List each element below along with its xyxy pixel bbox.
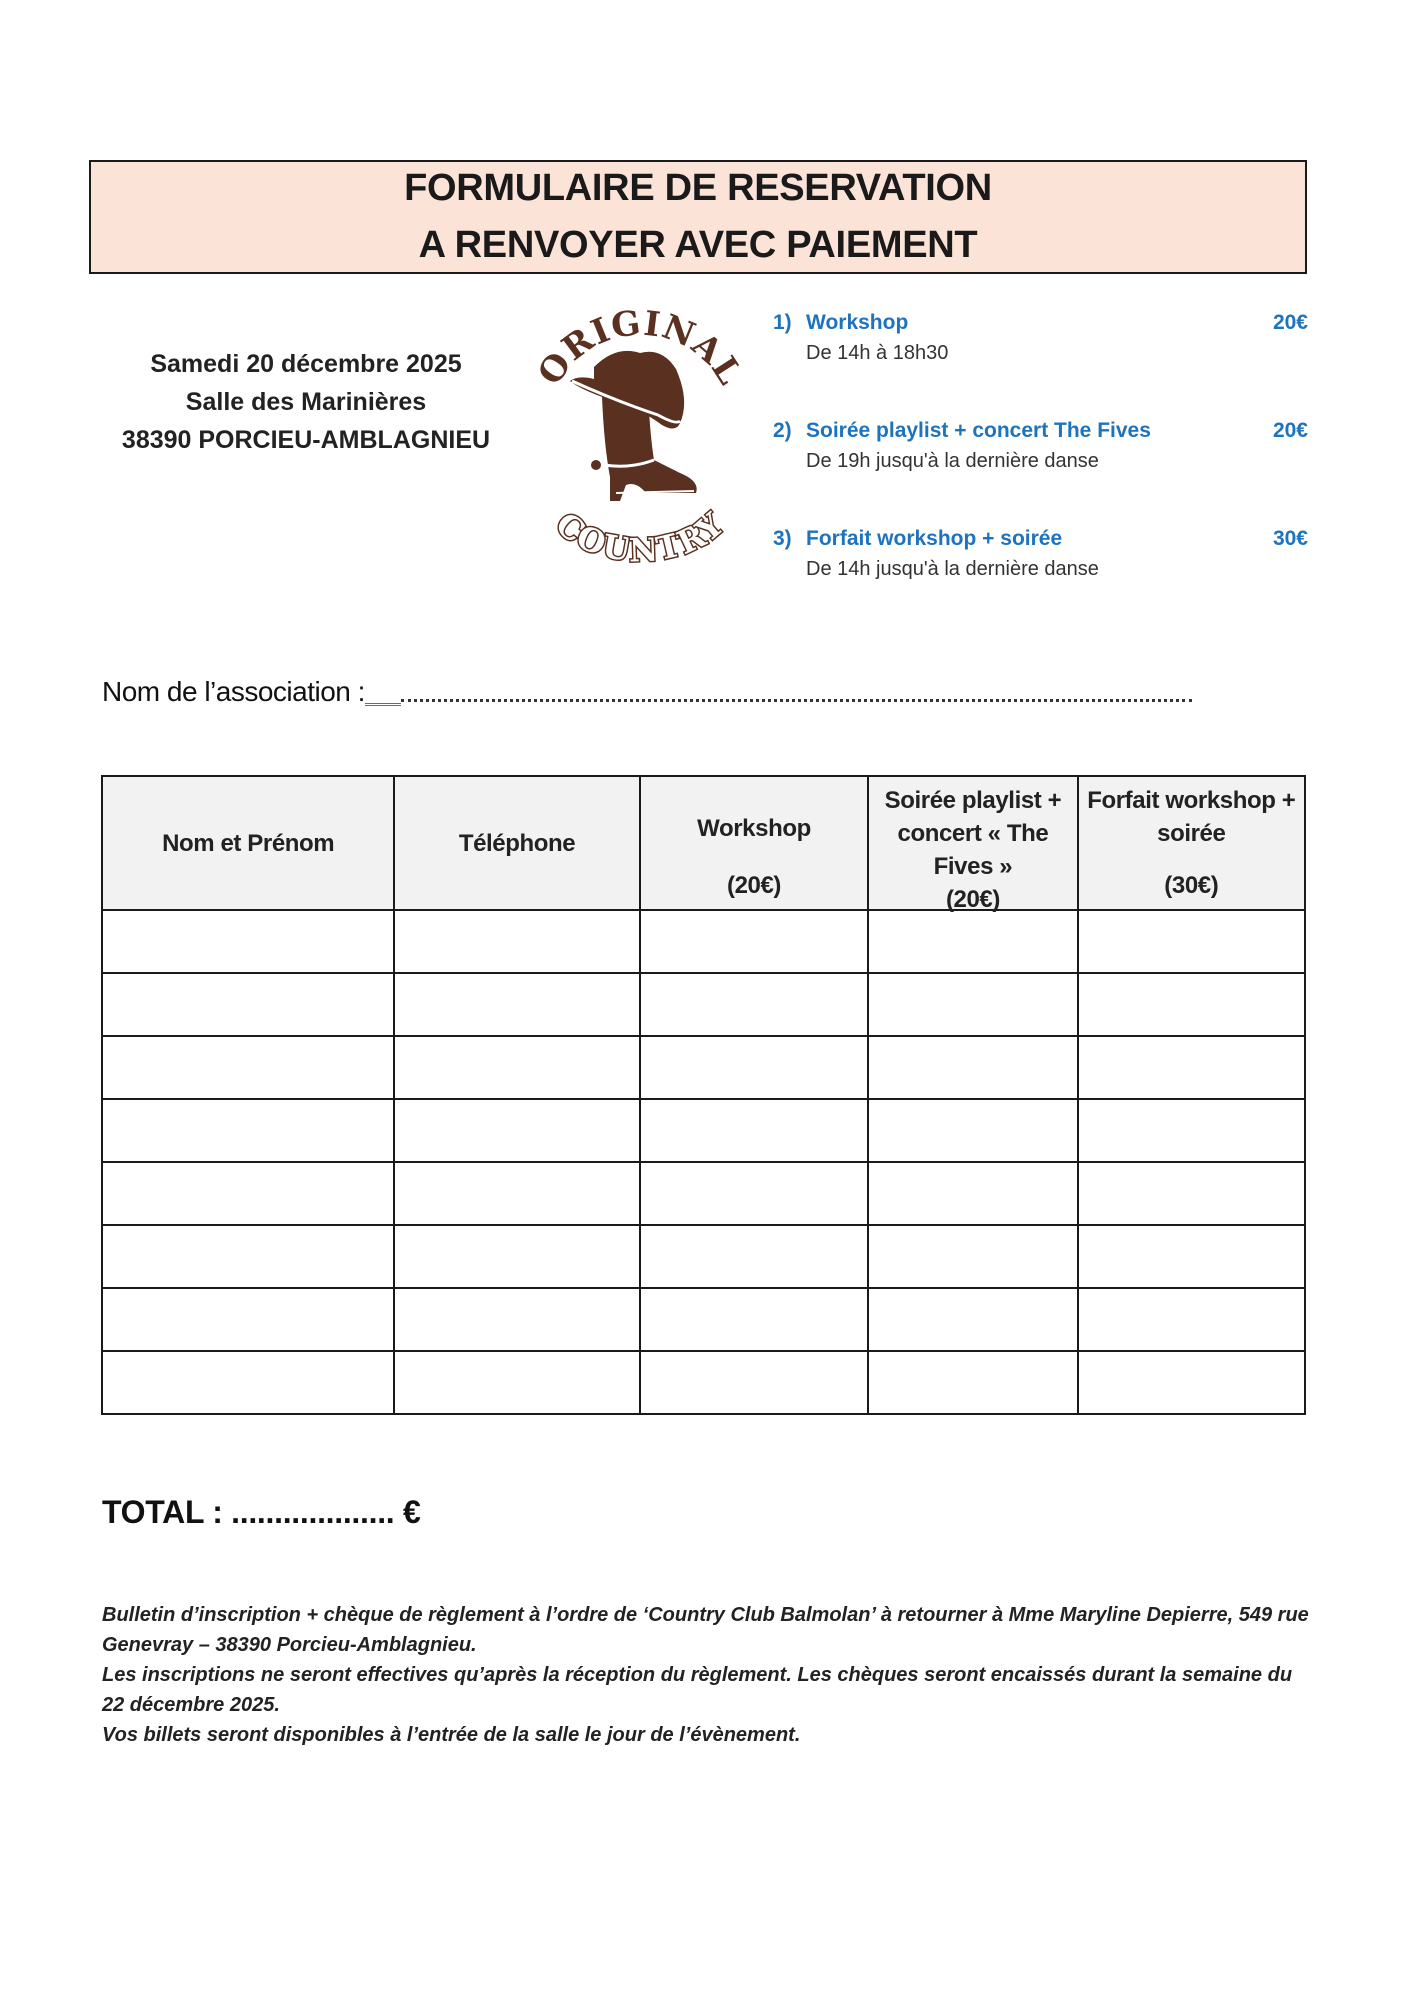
offer-title: Workshop xyxy=(806,311,909,334)
table-cell[interactable] xyxy=(394,1288,639,1351)
offer-number: 2) xyxy=(773,419,792,442)
table-cell[interactable] xyxy=(1078,910,1305,973)
form-title-line-1: FORMULAIRE DE RESERVATION xyxy=(404,167,992,209)
form-title-line-2: A RENVOYER AVEC PAIEMENT xyxy=(418,224,978,266)
table-cell[interactable] xyxy=(640,1162,869,1225)
offer-description: De 14h à 18h30 xyxy=(806,342,949,364)
table-cell[interactable] xyxy=(102,910,394,973)
table-cell[interactable] xyxy=(102,973,394,1036)
association-label: Nom de l’association : xyxy=(102,676,365,707)
table-row xyxy=(102,1288,1305,1351)
offer-number: 1) xyxy=(773,311,792,334)
table-cell[interactable] xyxy=(394,1225,639,1288)
participants-table xyxy=(101,775,1306,1415)
original-country-logo xyxy=(530,305,750,570)
table-row xyxy=(102,1162,1305,1225)
offer-description: De 14h jusqu'à la dernière danse xyxy=(806,558,1099,580)
table-body xyxy=(102,910,1305,1414)
logo-bottom-text: COUNTRY xyxy=(548,504,732,570)
offer-item-forfait xyxy=(773,524,1308,632)
total-line xyxy=(102,1494,420,1531)
table-cell[interactable] xyxy=(868,1036,1077,1099)
total-amount-field[interactable]: ................... xyxy=(231,1494,395,1530)
offer-item-soiree xyxy=(773,416,1308,524)
offer-price: 20€ xyxy=(1272,419,1308,442)
table-cell[interactable] xyxy=(102,1036,394,1099)
table-cell[interactable] xyxy=(394,910,639,973)
table-header-row xyxy=(102,776,1305,910)
event-date: Samedi 20 décembre 2025 xyxy=(150,350,462,378)
offer-description: De 19h jusqu'à la dernière danse xyxy=(806,450,1099,472)
table-row xyxy=(102,1225,1305,1288)
table-cell[interactable] xyxy=(102,1162,394,1225)
form-title-banner xyxy=(89,160,1307,274)
offer-title: Forfait workshop + soirée xyxy=(806,527,1063,550)
total-label: TOTAL : xyxy=(102,1494,232,1530)
column-header-phone: Téléphone xyxy=(394,776,639,910)
table-cell[interactable] xyxy=(868,973,1077,1036)
table-cell[interactable] xyxy=(102,1351,394,1414)
table-cell[interactable] xyxy=(1078,1288,1305,1351)
association-name-input[interactable] xyxy=(401,671,1192,702)
table-cell[interactable] xyxy=(1078,1036,1305,1099)
offer-title: Soirée playlist + concert The Fives xyxy=(806,419,1151,442)
table-cell[interactable] xyxy=(640,1099,869,1162)
event-info xyxy=(96,345,516,459)
table-cell[interactable] xyxy=(102,1099,394,1162)
cowboy-hat-boot-icon xyxy=(530,305,750,570)
table-cell[interactable] xyxy=(868,1225,1077,1288)
table-cell[interactable] xyxy=(640,1225,869,1288)
table-cell[interactable] xyxy=(640,1288,869,1351)
table-cell[interactable] xyxy=(868,1162,1077,1225)
offer-item-workshop xyxy=(773,308,1308,416)
spellcheck-underline-mark xyxy=(365,695,401,706)
table-cell[interactable] xyxy=(394,1099,639,1162)
table-cell[interactable] xyxy=(394,973,639,1036)
table-row xyxy=(102,910,1305,973)
instructions-notes xyxy=(102,1600,1317,1750)
table-cell[interactable] xyxy=(868,1288,1077,1351)
association-field-row xyxy=(102,668,1192,708)
column-header-forfait: Forfait workshop + soirée (30€) xyxy=(1078,776,1305,910)
column-header-soiree: Soirée playlist + concert « The Fives » (20€) xyxy=(868,776,1077,910)
event-venue: Salle des Marinières xyxy=(185,388,427,416)
table-row xyxy=(102,973,1305,1036)
table-cell[interactable] xyxy=(868,1351,1077,1414)
table-cell[interactable] xyxy=(102,1225,394,1288)
table-cell[interactable] xyxy=(1078,1225,1305,1288)
table-cell[interactable] xyxy=(102,1288,394,1351)
table-cell[interactable] xyxy=(640,1351,869,1414)
note-tickets: Vos billets seront disponibles à l’entrée de la salle le jour de l’évènement. xyxy=(102,1724,801,1746)
note-payment-instructions: Bulletin d’inscription + chèque de règlement à l’ordre de ‘Country Club Balmolan’ à retourner à Mme Maryline Depierre, 549 rue Genevray – 38390 Porcieu-Amblagnieu. xyxy=(102,1604,1309,1656)
table-cell[interactable] xyxy=(1078,1099,1305,1162)
table-cell[interactable] xyxy=(640,910,869,973)
table-cell[interactable] xyxy=(640,1036,869,1099)
note-validation: Les inscriptions ne seront effectives qu’après la réception du règlement. Les chèques seront encaissés durant la semaine du 22 décembre 2025. xyxy=(102,1664,1293,1716)
column-header-name: Nom et Prénom xyxy=(102,776,394,910)
table-cell[interactable] xyxy=(1078,1162,1305,1225)
offer-price: 20€ xyxy=(1272,311,1308,334)
event-city: 38390 PORCIEU-AMBLAGNIEU xyxy=(121,426,491,454)
table-row xyxy=(102,1351,1305,1414)
offers-list xyxy=(773,308,1308,632)
offer-number: 3) xyxy=(773,527,792,550)
table-cell[interactable] xyxy=(868,1099,1077,1162)
table-cell[interactable] xyxy=(868,910,1077,973)
logo-top-text: ORIGINAL xyxy=(530,305,750,393)
offer-price: 30€ xyxy=(1272,527,1308,550)
table-cell[interactable] xyxy=(1078,973,1305,1036)
table-row xyxy=(102,1036,1305,1099)
table-cell[interactable] xyxy=(394,1351,639,1414)
table-cell[interactable] xyxy=(640,973,869,1036)
table-cell[interactable] xyxy=(1078,1351,1305,1414)
total-currency: € xyxy=(394,1494,421,1530)
table-cell[interactable] xyxy=(394,1162,639,1225)
table-cell[interactable] xyxy=(394,1036,639,1099)
logo-graphic xyxy=(570,351,697,501)
column-header-workshop: Workshop (20€) xyxy=(640,776,869,910)
table-row xyxy=(102,1099,1305,1162)
